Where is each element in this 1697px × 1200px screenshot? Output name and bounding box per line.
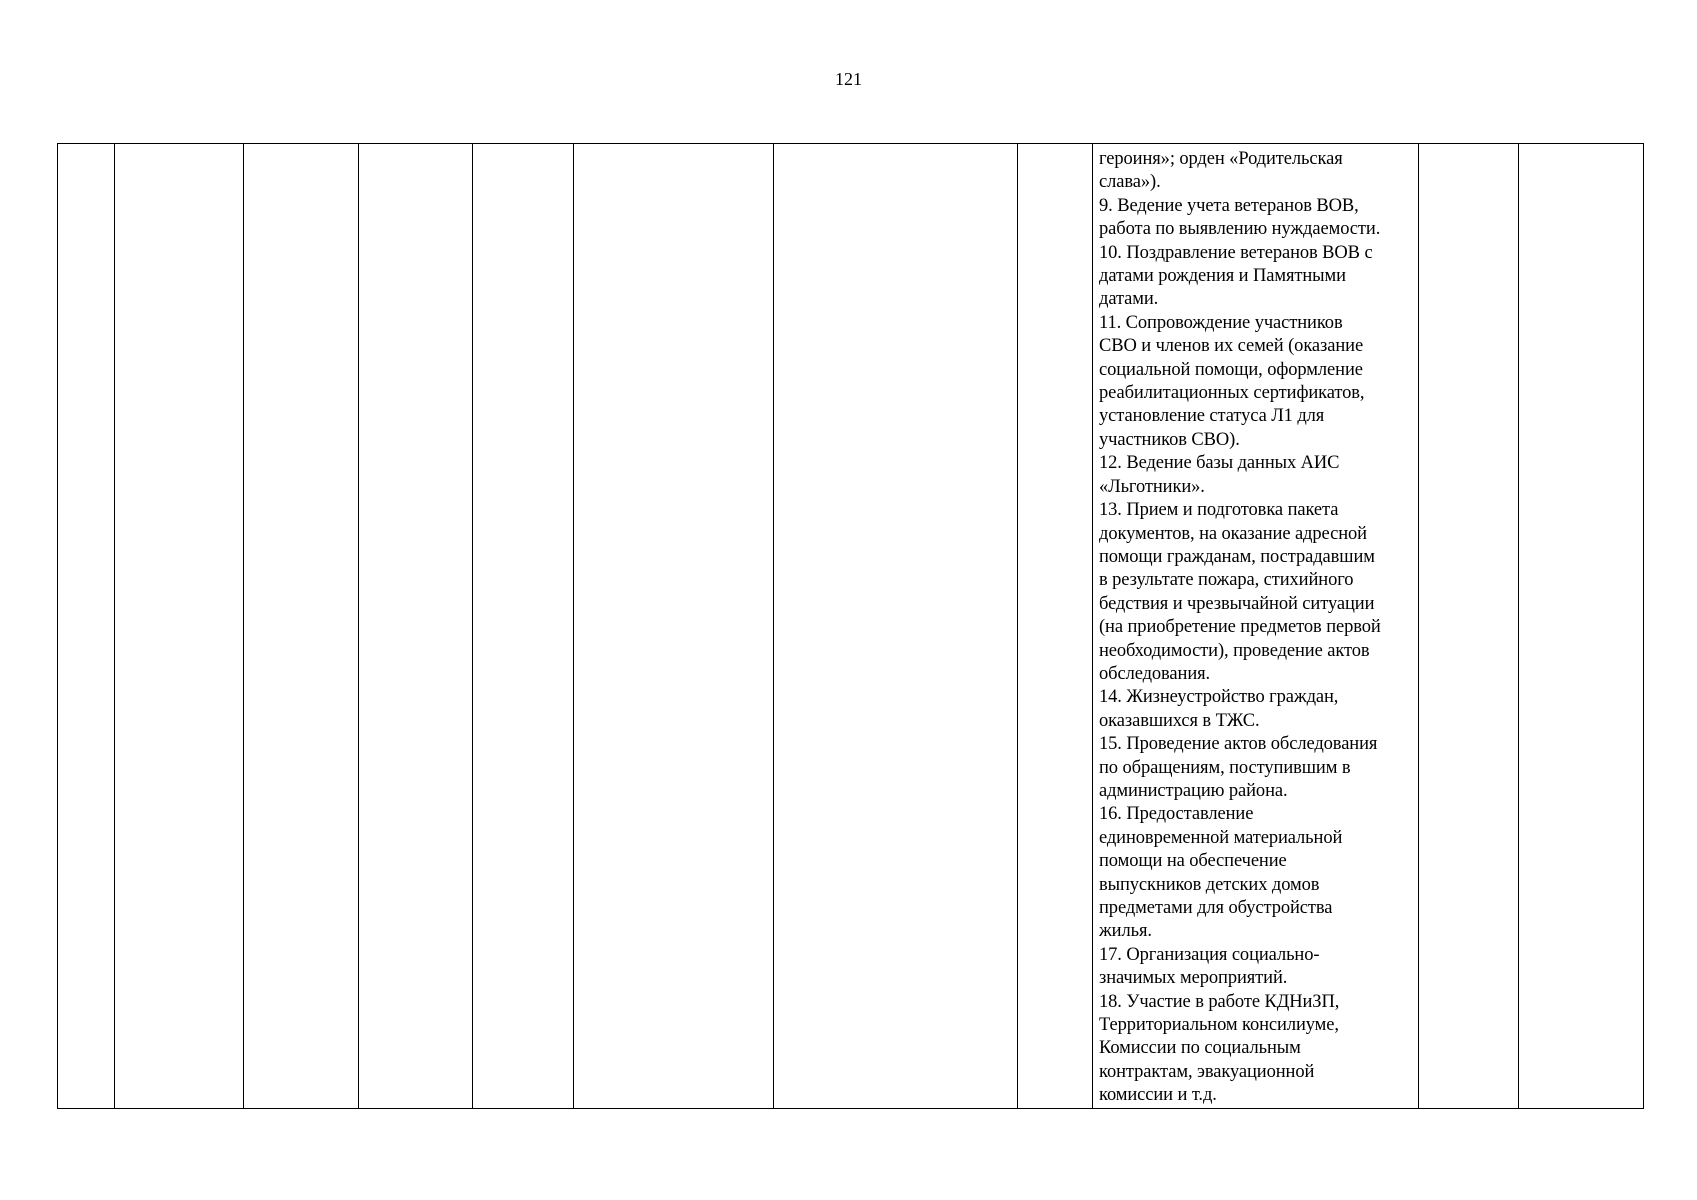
table-cell-col-1 (58, 144, 115, 1109)
document-table-container (57, 143, 1643, 1106)
description-line: датами. (1099, 289, 1159, 310)
document-table (57, 143, 1644, 1109)
description-line: 9. Ведение учета ветеранов ВОВ, (1099, 195, 1359, 216)
table-cell-col-10 (1419, 144, 1519, 1109)
table-cell-col-8 (1018, 144, 1093, 1109)
description-line: участников СВО). (1099, 429, 1240, 450)
table-cell-col-6 (574, 144, 774, 1109)
description-line: социальной помощи, оформление (1099, 359, 1363, 380)
table-cell-col-7 (774, 144, 1018, 1109)
description-line: датами рождения и Памятными (1099, 266, 1346, 287)
description-line: (на приобретение предметов первой (1099, 617, 1381, 638)
description-line: документов, на оказание адресной (1099, 523, 1367, 544)
page-number: 121 (835, 69, 862, 89)
description-line: героиня»; орден «Родительская (1099, 149, 1343, 169)
description-line: СВО и членов их семей (оказание (1099, 336, 1364, 357)
table-cell-description (1093, 144, 1419, 1109)
description-line: контрактам, эвакуационной (1099, 1061, 1315, 1082)
table-row (58, 144, 1644, 1109)
description-line: работа по выявлению нуждаемости. (1099, 219, 1381, 240)
description-line: значимых мероприятий. (1099, 968, 1288, 989)
description-line: установление статуса Л1 для (1099, 406, 1325, 427)
description-line: обследования. (1099, 663, 1211, 684)
description-line: помощи гражданам, пострадавшим (1099, 546, 1375, 567)
description-line: бедствия и чрезвычайной ситуации (1099, 593, 1375, 614)
description-line: реабилитационных сертификатов, (1099, 383, 1365, 404)
description-line: 18. Участие в работе КДНиЗП, (1099, 991, 1340, 1012)
description-line: слава»). (1099, 172, 1161, 193)
description-line: в результате пожара, стихийного (1099, 570, 1354, 591)
table-cell-col-2 (115, 144, 244, 1109)
description-line: оказавшихся в ТЖС. (1099, 710, 1260, 731)
table-cell-col-4 (359, 144, 473, 1109)
description-line: 15. Проведение актов обследования (1099, 734, 1378, 755)
description-line: необходимости), проведение актов (1099, 640, 1370, 661)
description-line: выпускников детских домов (1099, 874, 1320, 895)
description-line: «Льготники». (1099, 476, 1205, 497)
description-line: Территориальном консилиуме, (1099, 1015, 1339, 1036)
description-line: 12. Ведение базы данных АИС (1099, 453, 1340, 474)
description-line: помощи на обеспечение (1099, 851, 1287, 872)
description-line: 13. Прием и подготовка пакета (1099, 500, 1339, 521)
description-line: по обращениям, поступившим в (1099, 757, 1351, 778)
table-cell-col-5 (473, 144, 574, 1109)
description-line: 11. Сопровождение участников (1099, 312, 1343, 333)
description-line: 17. Организация социально- (1099, 944, 1320, 965)
table-cell-col-3 (244, 144, 359, 1109)
description-line: 14. Жизнеустройство граждан, (1099, 687, 1339, 708)
description-line: администрацию района. (1099, 780, 1288, 801)
description-line: 10. Поздравление ветеранов ВОВ с (1099, 242, 1373, 263)
description-line: 16. Предоставление (1099, 804, 1254, 825)
table-cell-col-11 (1519, 144, 1644, 1109)
description-line: комиссии и т.д. (1099, 1085, 1217, 1106)
description-line: единовременной материальной (1099, 827, 1343, 848)
description-line: Комиссии по социальным (1099, 1038, 1301, 1059)
description-line: жилья. (1099, 921, 1152, 942)
description-line: предметами для обустройства (1099, 898, 1333, 918)
